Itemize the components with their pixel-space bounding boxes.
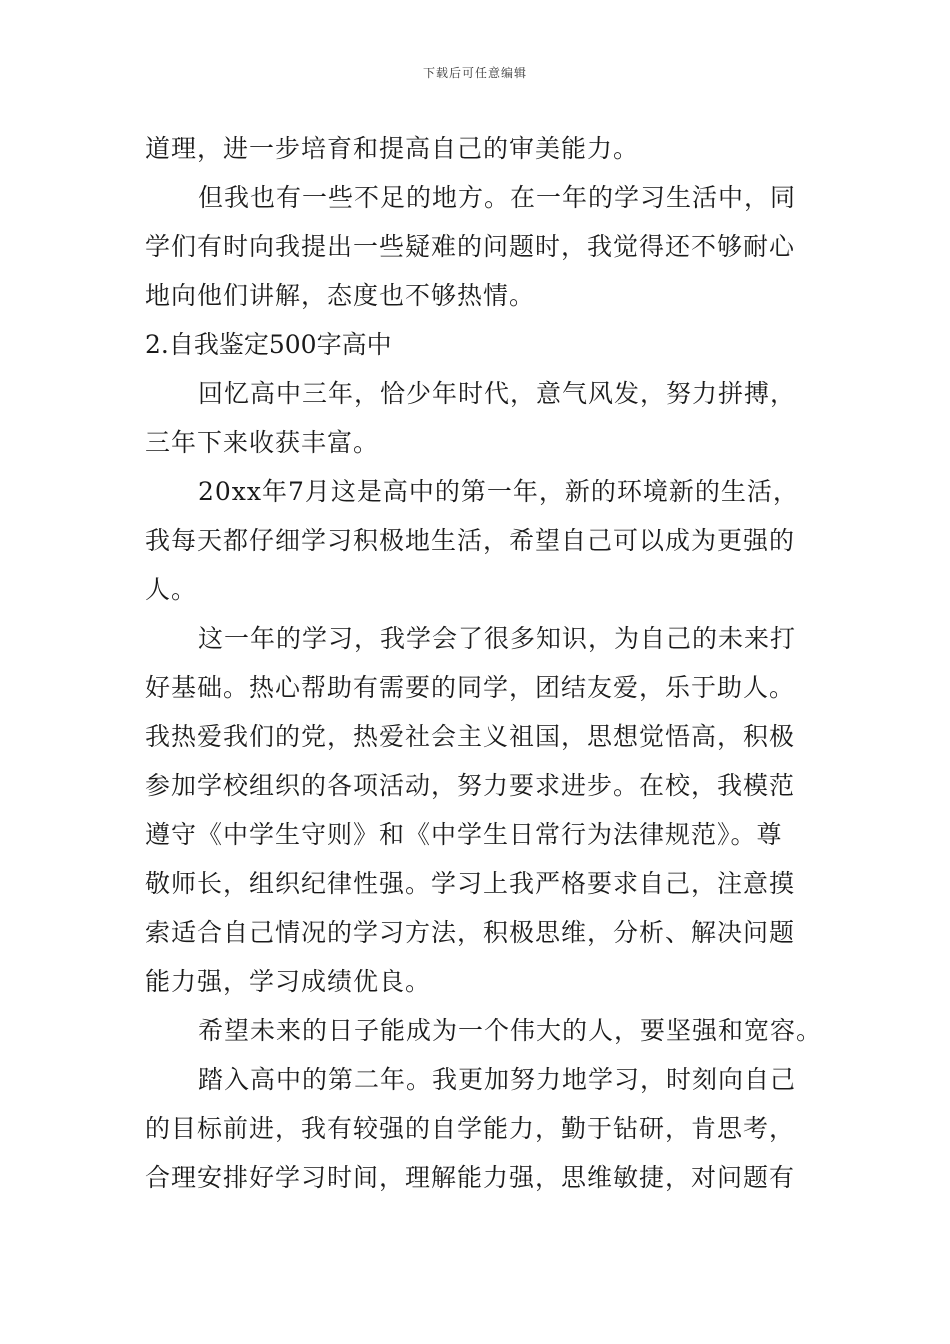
text-line: 这一年的学习，我学会了很多知识，为自己的未来打 xyxy=(198,624,797,653)
text-line: 希望未来的日子能成为一个伟大的人，要坚强和宽容。 xyxy=(198,1016,823,1045)
text-line: 参加学校组织的各项活动，努力要求进步。在校，我模范 xyxy=(145,771,796,800)
text-line: 好基础。热心帮助有需要的同学，团结友爱，乐于助人。 xyxy=(145,673,796,702)
text-line: 地向他们讲解，态度也不够热情。 xyxy=(145,281,536,310)
page-header-note: 下载后可任意编辑 xyxy=(422,66,527,80)
text-line: 能力强，学习成绩优良。 xyxy=(145,967,432,996)
text-line: 回忆高中三年，恰少年时代，意气风发，努力拼搏， xyxy=(198,379,797,408)
text-line: 三年下来收获丰富。 xyxy=(145,428,380,457)
text-line: 合理安排好学习时间，理解能力强，思维敏捷，对问题有 xyxy=(145,1163,796,1192)
text-line: 学们有时向我提出一些疑难的问题时，我觉得还不够耐心 xyxy=(145,232,796,261)
text-line: 我每天都仔细学习积极地生活，希望自己可以成为更强的 xyxy=(145,526,796,555)
text-line: 但我也有一些不足的地方。在一年的学习生活中，同 xyxy=(198,183,797,212)
section-heading: 2.自我鉴定500字高中 xyxy=(145,330,392,359)
text-line: 我热爱我们的党，热爱社会主义祖国，思想觉悟高，积极 xyxy=(145,722,796,751)
text-line: 人。 xyxy=(145,575,198,604)
text-line: 索适合自己情况的学习方法，积极思维，分析、解决问题 xyxy=(145,918,796,947)
document-body xyxy=(145,124,823,1202)
text-line: 20xx年7月这是高中的第一年，新的环境新的生活， xyxy=(198,477,799,506)
text-line: 遵守《中学生守则》和《中学生日常行为法律规范》。尊 xyxy=(145,820,783,849)
text-line: 的目标前进，我有较强的自学能力，勤于钻研，肯思考， xyxy=(145,1114,796,1143)
text-line: 敬师长，组织纪律性强。学习上我严格要求自己，注意摸 xyxy=(145,869,796,898)
text-line: 踏入高中的第二年。我更加努力地学习，时刻向自己 xyxy=(198,1065,797,1094)
text-line: 道理，进一步培育和提高自己的审美能力。 xyxy=(145,134,640,163)
